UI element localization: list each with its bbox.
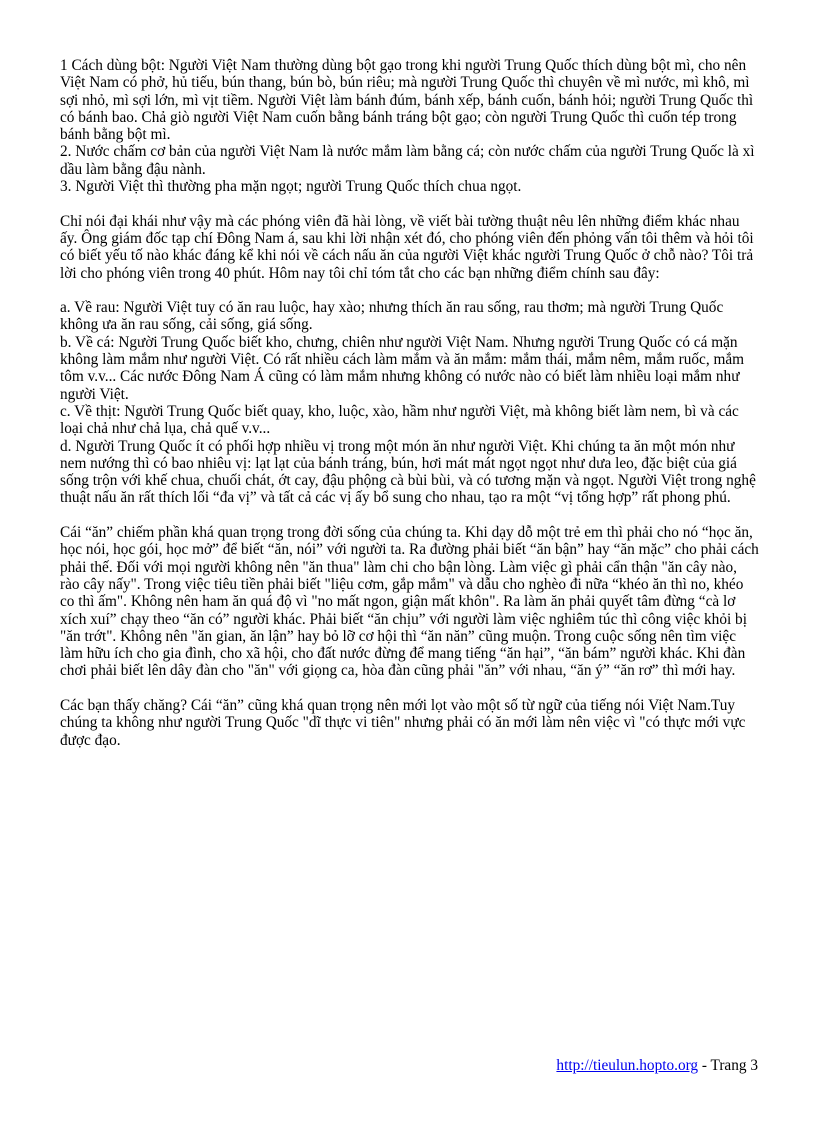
- paragraph-4: Chỉ nói đại khái như vậy mà các phóng viên đã hài lòng, về viết bài tường thuật nêu lên những điểm khác nhau ấy. Ông giám đốc tạp chí Đông Nam á, sau khi lời nhận xét đó, cho phóng viên đến phỏng vấn tôi thêm và hỏi tôi có biết yếu tố nào khác đáng kể khi nói về cách nấu ăn của người Việt khác người Trung Quốc ở chỗ nào? Tôi trả lời cho phóng viên trong 40 phút. Hôm nay tôi chỉ tóm tắt cho các bạn những điểm chính sau đây:: [60, 212, 754, 282]
- paragraph-6: b. Về cá: Người Trung Quốc biết kho, chưng, chiên như người Việt Nam. Nhưng người Trung Quốc có cá mặn không làm mắm như người Việt. Có rất nhiều cách làm mắm và ăn mắm: mắm thái, mắm nêm, mắm ruốc, mắm tôm v.v... Các nước Đông Nam Á cũng có làm mắm nhưng không có nước nào có biết làm nhiều loại mắm như người Việt.: [60, 333, 745, 403]
- document-body: [60, 57, 760, 749]
- paragraph-1: 1 Cách dùng bột: Người Việt Nam thường dùng bột gạo trong khi người Trung Quốc thích dùng bột mì, cho nên Việt Nam có phở, hủ tiếu, bún thang, bún bò, bún riêu; mà người Trung Quốc thì chuyên về mì nước, mì khô, mì sợi nhỏ, mì sợi lớn, mì vịt tiềm. Người Việt làm bánh đúm, bánh xếp, bánh cuốn, bánh hỏi; người Trung Quốc thì có bánh bao. Chả giò người Việt Nam cuốn bằng bánh tráng bột gạo; còn người Trung Quốc thì cuốn tép trong bánh bằng bột mì.: [60, 57, 754, 144]
- page-number: Trang 3: [710, 1057, 758, 1074]
- paragraph-gap: [60, 507, 760, 524]
- page-footer: [556, 1057, 758, 1074]
- paragraph-5: a. Về rau: Người Việt tuy có ăn rau luộc, hay xào; nhưng thích ăn rau sống, rau thơm; mà người Trung Quốc không ưa ăn rau sống, cải sống, giá sống.: [60, 299, 724, 334]
- paragraph-gap: [60, 282, 760, 299]
- paragraph-3: 3. Người Việt thì thường pha mặn ngọt; người Trung Quốc thích chua ngọt.: [60, 178, 522, 196]
- paragraph-9: Cái “ăn” chiếm phần khá quan trọng trong đời sống của chúng ta. Khi dạy dỗ một trẻ em thì phải cho nó “học ăn, học nói, học gói, học mở” để biết “ăn, nói” với người ta. Ra đường phải biết “ăn bận” hay “ăn mặc” cho phải cách phải thế. Đối với mọi người không nên "ăn thua" làm chi cho bận lòng. Làm việc gì phải cẩn thận "ăn cây nào, rào cây nấy". Trong việc tiêu tiền phải biết "liệu cơm, gắp mắm" và dẫu cho nghèo đi nữa “khéo ăn thì no, khéo co thì ấm". Không nên ham ăn quá độ vì "no mất ngon, giận mất khôn". Ra làm ăn phải quyết tâm đừng “cà lơ xích xuí” chạy theo “ăn có” người khác. Phải biết “ăn chịu” với người làm việc nghiêm túc thì công việc khỏi bị "ăn trớt". Không nên "ăn gian, ăn lận” hay bỏ lỡ cơ hội thì “ăn năn” cũng muộn. Trong cuộc sống nên tìm việc làm hữu ích cho gia đình, cho xã hội, cho đất nước đừng để mang tiếng “ăn hại”, “ăn bám” người khác. Khi đàn chơi phải biết lên dây đàn cho "ăn" với giọng ca, hòa đàn cũng phải "ăn” với nhau, “ăn ý” “ăn rơ” thì mới hay.: [60, 524, 759, 680]
- paragraph-gap: [60, 680, 760, 697]
- footer-separator: -: [698, 1057, 711, 1074]
- paragraph-gap: [60, 195, 760, 212]
- paragraph-8: d. Người Trung Quốc ít có phối hợp nhiều vị trong một món ăn như người Việt. Khi chúng ta ăn một món như nem nướng thì có bao nhiêu vị: lạt lạt của bánh tráng, bún, hơi mát mát ngọt ngọt như dưa leo, đặc biệt của giá sống trộn với khế chua, chuối chát, ớt cay, đậu phộng cà bùi bùi, và có tương mặn và ngọt. Người Việt trong nghệ thuật nấu ăn rất thích lối “đa vị” và tất cả các vị ấy bổ sung cho nhau, tạo ra một “vị tổng hợp” rất phong phú.: [60, 437, 756, 507]
- footer-link[interactable]: http://tieulun.hopto.org: [556, 1057, 699, 1074]
- paragraph-10: Các bạn thấy chăng? Cái “ăn” cũng khá quan trọng nên mới lọt vào một số từ ngữ của tiếng nói Việt Nam.Tuy chúng ta không như người Trung Quốc "dĩ thực vi tiên" nhưng phải có ăn mới làm nên việc vì "có thực mới vực được đạo.: [60, 696, 746, 749]
- paragraph-2: 2. Nước chấm cơ bản của người Việt Nam là nước mắm làm bằng cá; còn nước chấm của người Trung Quốc là xì dầu làm bằng đậu nành.: [60, 143, 755, 178]
- paragraph-7: c. Về thịt: Người Trung Quốc biết quay, kho, luộc, xào, hầm như người Việt, mà không biết làm nem, bì và các loại chả như chả lụa, chả quế v.v...: [60, 402, 739, 438]
